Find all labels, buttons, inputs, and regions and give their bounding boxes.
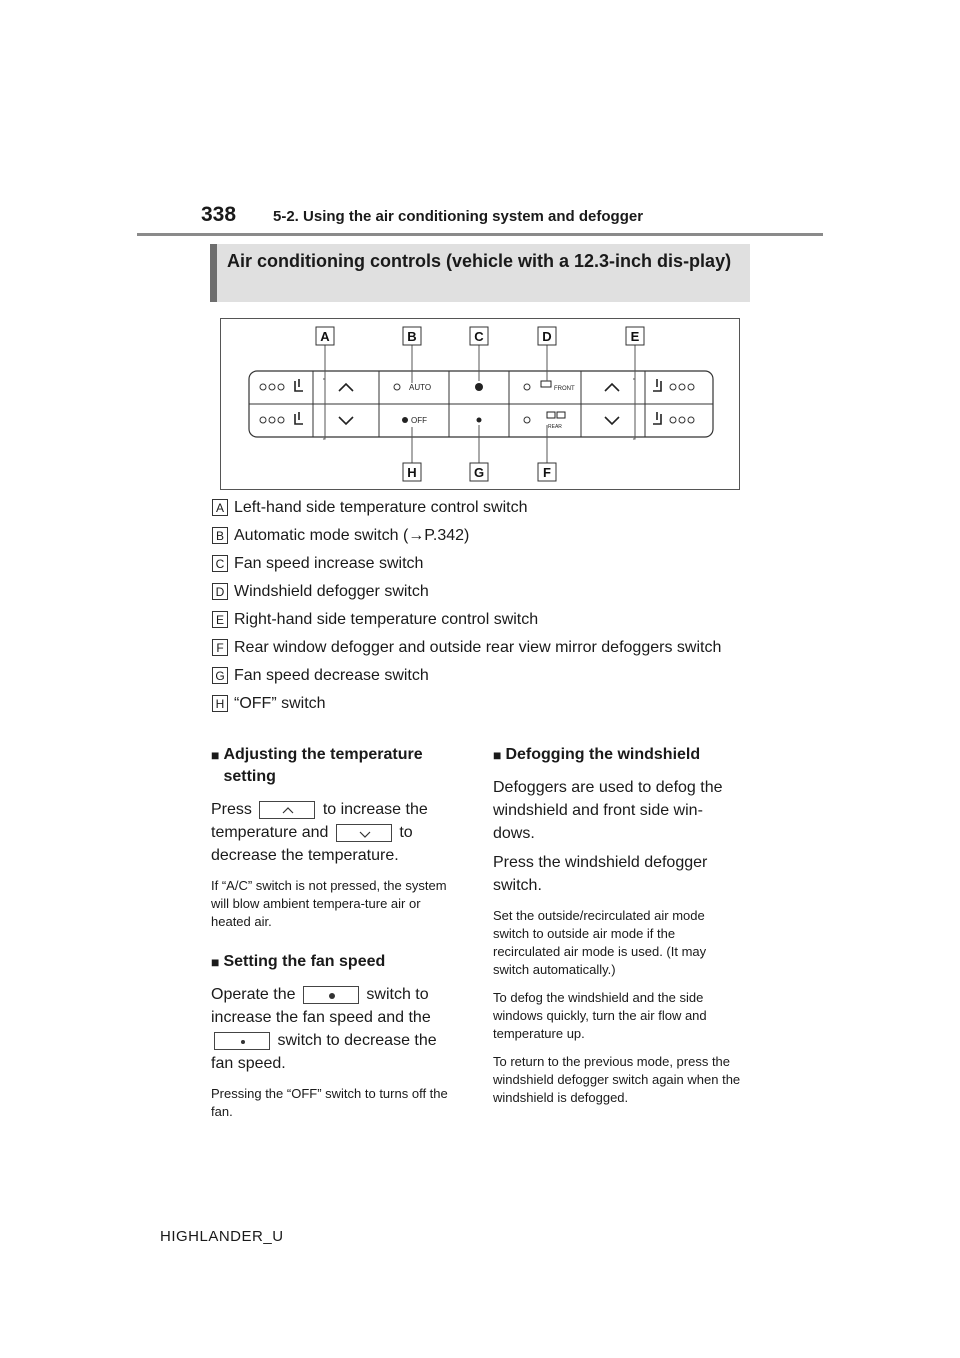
legend-letter: D xyxy=(212,583,228,600)
legend-text: Fan speed increase switch xyxy=(234,555,424,572)
rear-label: REAR xyxy=(548,424,562,430)
fan-text-1: Operate the xyxy=(211,986,296,1003)
temperature-text-1: Press xyxy=(211,801,252,818)
legend-letter: A xyxy=(212,499,228,516)
off-label: OFF xyxy=(411,416,427,425)
legend-item xyxy=(212,525,752,547)
legend-text: Automatic mode switch (→P.342) xyxy=(234,527,470,544)
callout-h: H xyxy=(407,465,417,480)
legend-item xyxy=(212,497,752,519)
temperature-subheading-text: Adjusting the temperature setting xyxy=(223,746,423,785)
legend-item xyxy=(212,637,752,659)
legend-text: “OFF” switch xyxy=(234,695,326,712)
defog-subheading xyxy=(493,744,743,766)
defog-note-2: To defog the windshield and the side windows quickly, turn the air flow and temperature up. xyxy=(493,990,707,1041)
legend-letter: H xyxy=(212,695,228,712)
callout-e: E xyxy=(630,329,640,344)
legend-item xyxy=(212,609,752,631)
running-header: 5-2. Using the air conditioning system and defogger xyxy=(273,208,644,225)
temperature-body xyxy=(211,798,461,867)
callout-f: F xyxy=(543,465,551,480)
callout-b: B xyxy=(407,329,417,344)
fan-subheading xyxy=(211,951,461,973)
legend-text: Left-hand side temperature control switch xyxy=(234,499,528,516)
defog-body-2: Press the windshield defogger switch. xyxy=(493,854,708,894)
temperature-note: If “A/C” switch is not pressed, the system will blow ambient tempera-ture air or heated air. xyxy=(211,878,447,929)
callout-g: G xyxy=(473,465,485,480)
callout-a: A xyxy=(320,329,330,344)
right-column xyxy=(493,744,743,1107)
legend-item xyxy=(212,665,752,687)
legend-text: Windshield defogger switch xyxy=(234,583,429,600)
fan-up-key-icon xyxy=(303,986,359,1004)
temperature-subheading xyxy=(211,744,461,788)
temp-up-key-icon xyxy=(259,801,315,819)
fan-down-key-icon xyxy=(214,1032,270,1050)
callout-c: C xyxy=(474,329,484,344)
temperature-text-3: to decrease the temperature. xyxy=(211,824,413,864)
fan-body xyxy=(211,983,461,1075)
legend-letter: C xyxy=(212,555,228,572)
fan-subheading-text: Setting the fan speed xyxy=(223,953,386,970)
defog-body-1: Defoggers are used to defog the windshield and front side win-dows. xyxy=(493,779,723,842)
header-rule xyxy=(137,233,823,236)
legend-item xyxy=(212,553,752,575)
legend-item xyxy=(212,693,752,715)
callout-d: D xyxy=(542,329,552,344)
section-heading xyxy=(210,244,750,302)
defog-subheading-text: Defogging the windshield xyxy=(505,746,701,763)
page-number: 338 xyxy=(201,203,237,226)
footer-model: HIGHLANDER_U xyxy=(160,1228,284,1245)
front-label: FRONT xyxy=(554,386,575,392)
control-panel-illustration xyxy=(221,319,741,491)
defog-note-3: To return to the previous mode, press the windshield defogger switch again when the windshield is defogged. xyxy=(493,1054,741,1105)
bullet-square-icon: ■ xyxy=(211,747,220,763)
bullet-square-icon: ■ xyxy=(211,954,220,970)
legend-letter: F xyxy=(212,639,228,656)
left-column xyxy=(211,744,461,1121)
auto-label: AUTO xyxy=(409,383,432,392)
temperature-text-2: to increase the temperature and xyxy=(211,801,428,841)
legend-text: Rear window defogger and outside rear view mirror defoggers switch xyxy=(234,639,722,656)
control-panel-figure xyxy=(220,318,740,490)
fan-text-2: switch to increase the fan speed and the xyxy=(211,986,431,1026)
legend-letter: E xyxy=(212,611,228,628)
section-heading-text: Air conditioning controls (vehicle with a 12.3-inch dis-play) xyxy=(227,251,732,271)
fan-text-3: switch to decrease the fan speed. xyxy=(211,1032,437,1072)
legend-letter: B xyxy=(212,527,228,544)
fan-note: Pressing the “OFF” switch to turns off the fan. xyxy=(211,1086,448,1119)
temp-down-key-icon xyxy=(336,824,392,842)
legend-text: Fan speed decrease switch xyxy=(234,667,429,684)
legend-item xyxy=(212,581,752,603)
defog-note-1: Set the outside/recirculated air mode switch to outside air mode if the recirculated air mode is used. (It may switch automatically.) xyxy=(493,908,707,977)
legend-text: Right-hand side temperature control switch xyxy=(234,611,539,628)
bullet-square-icon: ■ xyxy=(493,747,502,763)
legend-letter: G xyxy=(212,667,228,684)
legend-list xyxy=(212,497,752,721)
